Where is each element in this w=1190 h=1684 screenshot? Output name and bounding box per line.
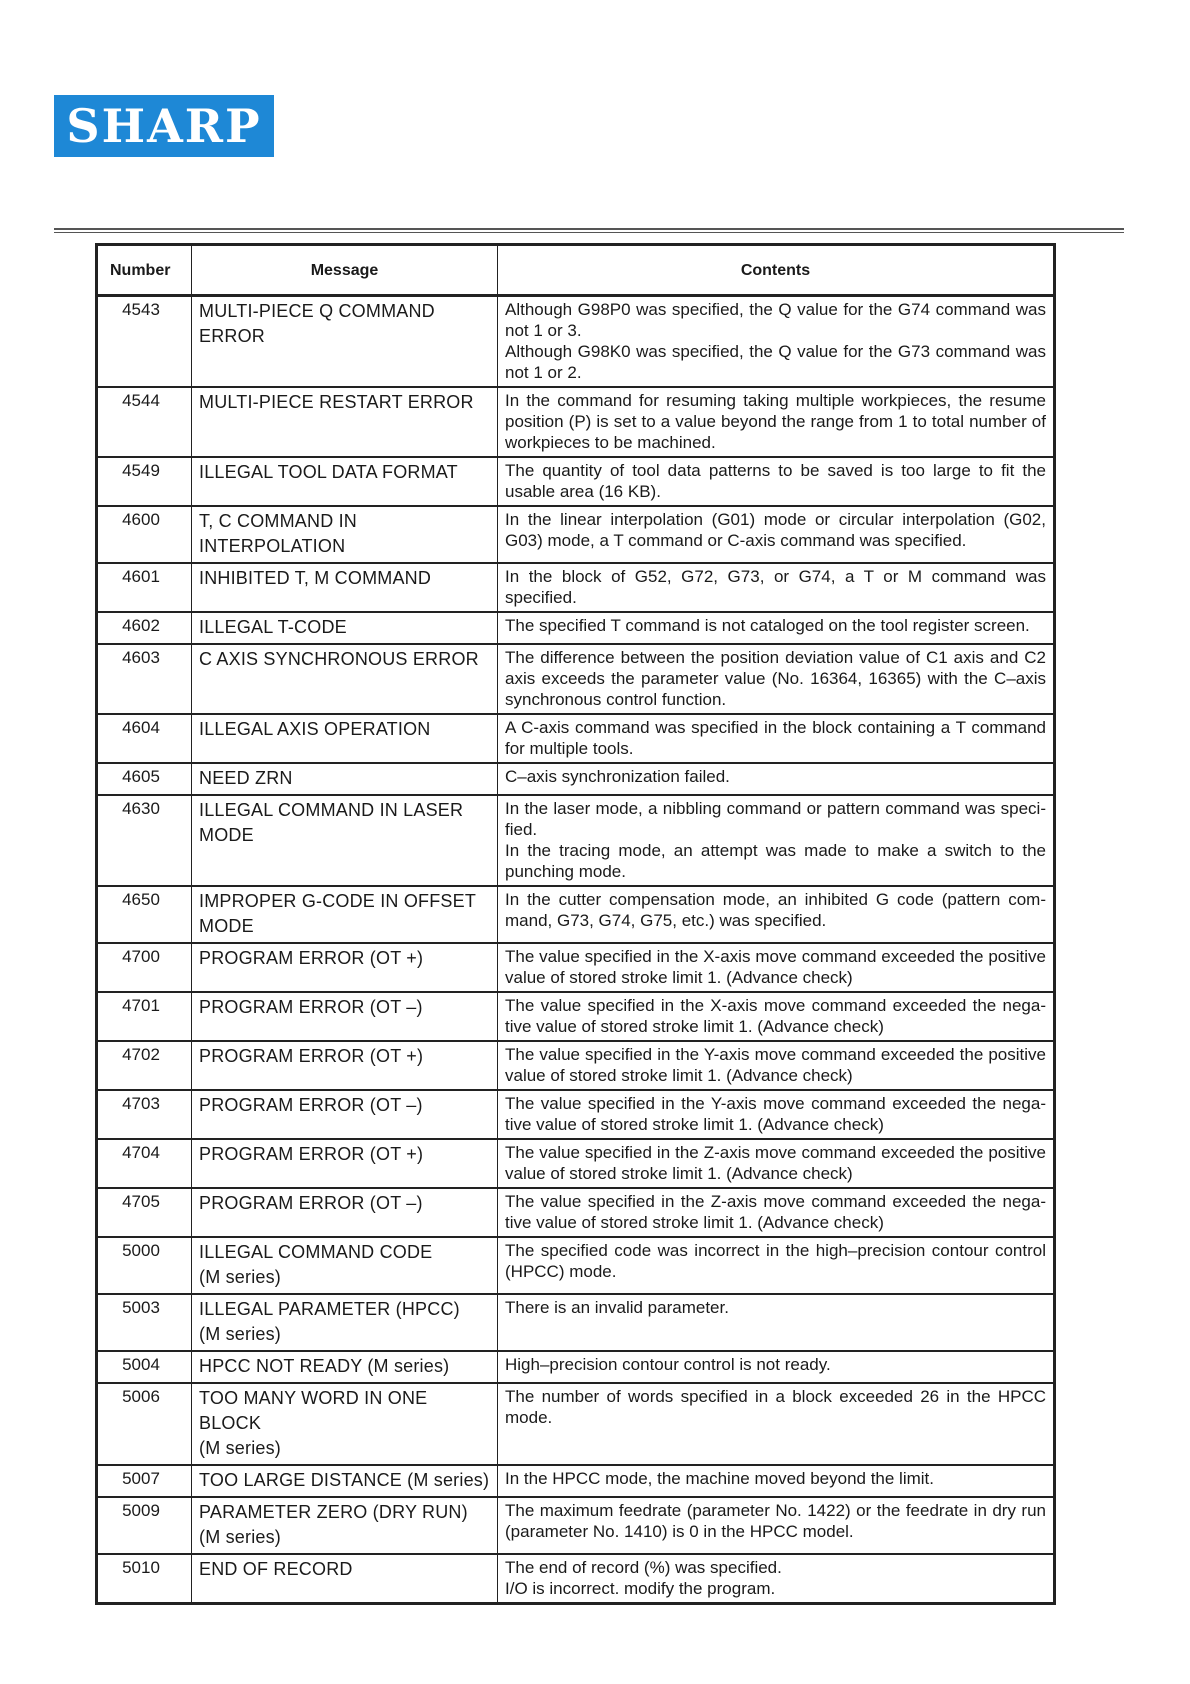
alarm-contents <box>498 992 1055 1041</box>
alarm-contents-paragraph: A C-axis command was specified in the block containing a T command for multiple tools. <box>505 718 1046 758</box>
alarm-number: 4602 <box>97 612 192 644</box>
alarm-contents <box>498 1294 1055 1351</box>
alarm-contents-paragraph: In the command for resuming taking multiple workpieces, the resume position (P) is set to a value beyond the range from 1 to total number of workpieces to be machined. <box>505 391 1046 452</box>
alarm-contents-paragraph: Although G98K0 was specified, the Q value for the G73 command was not 1 or 2. <box>505 342 1046 382</box>
alarm-message <box>192 563 498 612</box>
alarm-contents <box>498 1237 1055 1294</box>
alarm-message-line: TOO LARGE DISTANCE (M series) <box>199 1470 490 1490</box>
alarm-table <box>95 243 1056 1605</box>
alarm-contents-paragraph: There is an invalid parameter. <box>505 1298 729 1317</box>
header-number: Number <box>97 245 192 296</box>
alarm-contents-paragraph: In the tracing mode, an attempt was made to make a switch to the punching mode. <box>505 841 1046 881</box>
table-row <box>97 886 1055 943</box>
alarm-message-line: PROGRAM ERROR (OT +) <box>199 1144 424 1164</box>
alarm-message-line: T, C COMMAND IN <box>199 511 357 531</box>
alarm-message-line: ILLEGAL COMMAND IN LASER <box>199 800 464 820</box>
alarm-contents-paragraph: High–precision contour control is not ready. <box>505 1355 831 1374</box>
alarm-contents-paragraph: The value specified in the X-axis move command exceeded the nega-tive value of stored stroke limit 1. (Advance check) <box>505 996 1046 1036</box>
table-body <box>97 296 1055 1604</box>
alarm-contents-paragraph: The number of words specified in a block exceeded 26 in the HPCC mode. <box>505 1387 1046 1427</box>
alarm-message-line: ILLEGAL PARAMETER (HPCC) <box>199 1299 460 1319</box>
alarm-number: 4705 <box>97 1188 192 1237</box>
alarm-message-line: PROGRAM ERROR (OT +) <box>199 948 424 968</box>
alarm-contents <box>498 387 1055 457</box>
alarm-message-line: PARAMETER ZERO (DRY RUN) <box>199 1502 468 1522</box>
alarm-contents <box>498 563 1055 612</box>
logo-text: SHARP <box>66 99 262 153</box>
alarm-number: 4604 <box>97 714 192 763</box>
table-row <box>97 296 1055 388</box>
alarm-message-line: ILLEGAL COMMAND CODE <box>199 1242 433 1262</box>
alarm-message-line: PROGRAM ERROR (OT –) <box>199 1193 423 1213</box>
alarm-message <box>192 992 498 1041</box>
alarm-contents-paragraph: The value specified in the Y-axis move command exceeded the positive value of stored stroke limit 1. (Advance check) <box>505 1045 1046 1085</box>
alarm-message <box>192 886 498 943</box>
alarm-contents <box>498 506 1055 563</box>
table-row <box>97 644 1055 714</box>
table-row <box>97 714 1055 763</box>
table-row <box>97 1237 1055 1294</box>
alarm-message-line: MULTI-PIECE RESTART ERROR <box>199 392 474 412</box>
alarm-contents-paragraph: The maximum feedrate (parameter No. 1422) or the feedrate in dry run (parameter No. 1410) is 0 in the HPCC model. <box>505 1501 1046 1541</box>
table-row <box>97 1139 1055 1188</box>
alarm-table-container <box>95 243 1053 1605</box>
alarm-message-line: MODE <box>199 825 254 845</box>
alarm-contents <box>498 1351 1055 1383</box>
alarm-contents <box>498 1090 1055 1139</box>
table-row <box>97 1351 1055 1383</box>
alarm-message-line: C AXIS SYNCHRONOUS ERROR <box>199 649 479 669</box>
alarm-contents-paragraph: The quantity of tool data patterns to be saved is too large to fit the usable area (16 KB). <box>505 461 1046 501</box>
alarm-message-line: INTERPOLATION <box>199 536 346 556</box>
alarm-message <box>192 644 498 714</box>
alarm-number: 4544 <box>97 387 192 457</box>
alarm-message <box>192 1497 498 1554</box>
alarm-message-line: IMPROPER G-CODE IN OFFSET <box>199 891 477 911</box>
alarm-number: 5007 <box>97 1465 192 1497</box>
alarm-message-line: (M series) <box>199 1324 281 1344</box>
alarm-contents-paragraph: The value specified in the X-axis move command exceeded the positive value of stored stroke limit 1. (Advance check) <box>505 947 1046 987</box>
alarm-message-line: (M series) <box>199 1527 281 1547</box>
alarm-number: 4704 <box>97 1139 192 1188</box>
alarm-number: 5010 <box>97 1554 192 1604</box>
alarm-contents <box>498 644 1055 714</box>
alarm-contents-paragraph: The specified T command is not cataloged on the tool register screen. <box>505 616 1030 635</box>
alarm-number: 4603 <box>97 644 192 714</box>
table-row <box>97 1294 1055 1351</box>
alarm-message-line: HPCC NOT READY (M series) <box>199 1356 450 1376</box>
alarm-contents-paragraph: C–axis synchronization failed. <box>505 767 730 786</box>
alarm-message <box>192 795 498 886</box>
alarm-contents <box>498 1383 1055 1465</box>
header-message: Message <box>192 245 498 296</box>
table-row <box>97 992 1055 1041</box>
alarm-contents <box>498 763 1055 795</box>
alarm-contents-paragraph: The value specified in the Y-axis move command exceeded the nega-tive value of stored stroke limit 1. (Advance check) <box>505 1094 1046 1134</box>
alarm-contents-paragraph: The value specified in the Z-axis move command exceeded the positive value of stored stroke limit 1. (Advance check) <box>505 1143 1046 1183</box>
alarm-number: 4702 <box>97 1041 192 1090</box>
table-row <box>97 1090 1055 1139</box>
table-row <box>97 457 1055 506</box>
alarm-message <box>192 1554 498 1604</box>
alarm-number: 4700 <box>97 943 192 992</box>
alarm-contents-paragraph: I/O is incorrect. modify the program. <box>505 1579 776 1598</box>
alarm-contents-paragraph: In the cutter compensation mode, an inhibited G code (pattern com-mand, G73, G74, G75, etc.) was specified. <box>505 890 1046 930</box>
alarm-contents <box>498 296 1055 388</box>
alarm-message <box>192 1351 498 1383</box>
alarm-contents <box>498 943 1055 992</box>
alarm-message <box>192 1465 498 1497</box>
alarm-number: 5006 <box>97 1383 192 1465</box>
alarm-number: 5003 <box>97 1294 192 1351</box>
alarm-contents <box>498 612 1055 644</box>
alarm-number: 4605 <box>97 763 192 795</box>
alarm-message-line: ILLEGAL TOOL DATA FORMAT <box>199 462 458 482</box>
table-row <box>97 1465 1055 1497</box>
alarm-contents-paragraph: In the block of G52, G72, G73, or G74, a T or M command was specified. <box>505 567 1046 607</box>
alarm-number: 4543 <box>97 296 192 388</box>
alarm-number: 4601 <box>97 563 192 612</box>
alarm-contents <box>498 714 1055 763</box>
table-row <box>97 563 1055 612</box>
alarm-message <box>192 296 498 388</box>
alarm-message-line: ILLEGAL AXIS OPERATION <box>199 719 431 739</box>
sharp-logo <box>54 95 274 157</box>
table-row <box>97 1554 1055 1604</box>
alarm-message <box>192 1294 498 1351</box>
alarm-message <box>192 457 498 506</box>
alarm-contents-paragraph: The difference between the position deviation value of C1 axis and C2 axis exceeds the parameter value (No. 16364, 16365) with the C–axis synchronous control function. <box>505 648 1046 709</box>
alarm-message-line: PROGRAM ERROR (OT –) <box>199 997 423 1017</box>
alarm-contents <box>498 1497 1055 1554</box>
table-row <box>97 1041 1055 1090</box>
table-row <box>97 795 1055 886</box>
alarm-message-line: PROGRAM ERROR (OT +) <box>199 1046 424 1066</box>
alarm-message <box>192 763 498 795</box>
alarm-message <box>192 1237 498 1294</box>
table-row <box>97 387 1055 457</box>
alarm-message-line: MODE <box>199 916 254 936</box>
alarm-message <box>192 714 498 763</box>
alarm-message <box>192 943 498 992</box>
alarm-contents-paragraph: Although G98P0 was specified, the Q value for the G74 command was not 1 or 3. <box>505 300 1046 340</box>
table-row <box>97 1188 1055 1237</box>
alarm-number: 4650 <box>97 886 192 943</box>
alarm-number: 4600 <box>97 506 192 563</box>
alarm-message <box>192 1383 498 1465</box>
alarm-contents-paragraph: In the HPCC mode, the machine moved beyond the limit. <box>505 1469 934 1488</box>
alarm-contents <box>498 1554 1055 1604</box>
alarm-message <box>192 1188 498 1237</box>
alarm-contents <box>498 457 1055 506</box>
alarm-message-line: ERROR <box>199 326 266 346</box>
alarm-contents <box>498 886 1055 943</box>
table-row <box>97 943 1055 992</box>
alarm-number: 5009 <box>97 1497 192 1554</box>
table-row <box>97 1497 1055 1554</box>
alarm-message <box>192 612 498 644</box>
table-row <box>97 612 1055 644</box>
alarm-message <box>192 1041 498 1090</box>
alarm-message-line: MULTI-PIECE Q COMMAND <box>199 301 435 321</box>
header-contents: Contents <box>498 245 1055 296</box>
alarm-number: 4701 <box>97 992 192 1041</box>
header-rule-thin <box>54 232 1124 233</box>
alarm-message-line: TOO MANY WORD IN ONE BLOCK <box>199 1388 428 1433</box>
table-row <box>97 506 1055 563</box>
alarm-contents <box>498 1188 1055 1237</box>
alarm-message-line: INHIBITED T, M COMMAND <box>199 568 432 588</box>
alarm-message <box>192 387 498 457</box>
alarm-number: 4549 <box>97 457 192 506</box>
alarm-number: 4630 <box>97 795 192 886</box>
alarm-contents-paragraph: The end of record (%) was specified. <box>505 1558 782 1577</box>
alarm-message <box>192 506 498 563</box>
alarm-contents <box>498 1139 1055 1188</box>
alarm-number: 5004 <box>97 1351 192 1383</box>
table-header-row <box>97 245 1055 296</box>
alarm-contents-paragraph: The value specified in the Z-axis move command exceeded the nega-tive value of stored stroke limit 1. (Advance check) <box>505 1192 1046 1232</box>
alarm-number: 4703 <box>97 1090 192 1139</box>
alarm-contents-paragraph: In the laser mode, a nibbling command or pattern command was speci-fied. <box>505 799 1046 839</box>
alarm-message <box>192 1090 498 1139</box>
alarm-message <box>192 1139 498 1188</box>
alarm-message-line: END OF RECORD <box>199 1559 353 1579</box>
alarm-message-line: PROGRAM ERROR (OT –) <box>199 1095 423 1115</box>
table-row <box>97 763 1055 795</box>
alarm-contents <box>498 1041 1055 1090</box>
alarm-message-line: (M series) <box>199 1438 281 1458</box>
alarm-contents-paragraph: The specified code was incorrect in the high–precision contour control (HPCC) mode. <box>505 1241 1046 1281</box>
header-rule <box>54 228 1124 230</box>
alarm-contents-paragraph: In the linear interpolation (G01) mode or circular interpolation (G02, G03) mode, a T command or C-axis command was specified. <box>505 510 1046 550</box>
alarm-message-line: NEED ZRN <box>199 768 293 788</box>
alarm-message-line: ILLEGAL T-CODE <box>199 617 347 637</box>
alarm-number: 5000 <box>97 1237 192 1294</box>
alarm-contents <box>498 795 1055 886</box>
alarm-contents <box>498 1465 1055 1497</box>
alarm-message-line: (M series) <box>199 1267 281 1287</box>
table-row <box>97 1383 1055 1465</box>
